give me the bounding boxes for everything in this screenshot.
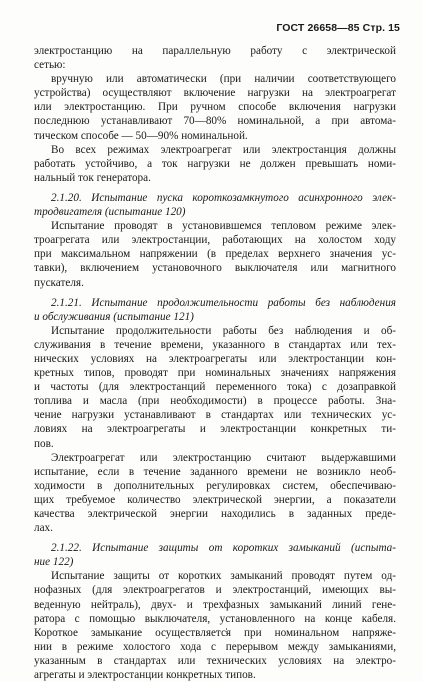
- text-line: при максимальном напряжении (в пределах верхнего значения ус-: [34, 248, 396, 261]
- text-line: качества электрической энергии находились в заданных преде-: [34, 508, 396, 520]
- text-line: троагрегата или электростанции, работающих на холостом ходу: [34, 234, 396, 247]
- text-line: ловиях на электроагрегаты и электростанции конкретных ти-: [34, 423, 396, 436]
- text-line: устройства) осуществляют включение нагрузки на электроагрегат: [34, 87, 396, 100]
- text-line: вручную или автоматически (при наличии соответствующего: [51, 73, 396, 86]
- text-line: кретных типов, проводят при номинальных значениях напряжения: [34, 367, 396, 380]
- text-line: нии в режиме холостого хода с перерывом между замыканиями,: [34, 640, 396, 653]
- text-line: Испытание проводят в установившемся тепловом режиме элек-: [51, 220, 396, 233]
- scan-mark: [226, 628, 231, 634]
- text-line: нофазных (для электроагрегатов и электростанций, имеющих вы-: [34, 584, 396, 597]
- text-line: и частоты (для электростанций переменного тока) с дозаправкой: [34, 381, 396, 394]
- section-heading-line: ние 122): [34, 556, 74, 569]
- text-line: испытание, если в течение заданного времени не возникло необ-: [34, 465, 396, 478]
- section-heading-line: 2.1.21. Испытание продолжительности работы без наблюдения: [51, 296, 396, 309]
- text-line: веденную нейтраль), двух- и трехфазных замыканий линий гене-: [34, 598, 396, 611]
- text-line: агрегаты и электростанции конкретных типов.: [34, 669, 256, 682]
- text-line: пов.: [34, 437, 54, 450]
- text-line: щих требуемое количество электрической энергии, а показатели: [34, 493, 396, 506]
- text-line: или электростанцию. При ручном способе включения нагрузки: [34, 101, 396, 114]
- text-line: работать устойчиво, а ток нагрузки не должен превышать номи-: [34, 157, 396, 170]
- section-heading-line: 2.1.20. Испытание пуска короткозамкнутого асинхронного элек-: [51, 191, 396, 204]
- text-line: Испытание защиты от коротких замыканий проводят путем од-: [51, 570, 396, 583]
- page-header: ГОСТ 26658—85 Стр. 15: [276, 22, 400, 34]
- text-line: указанным в стандартах или технических условиях на электро-: [34, 654, 396, 667]
- text-line: ходимости в дополнительных регулировках систем, обеспечиваю-: [34, 479, 396, 492]
- text-line: пускателя.: [34, 276, 84, 289]
- text-line: Испытание продолжительности работы без наблюдения и об-: [51, 324, 396, 337]
- text-line: сетью:: [34, 59, 66, 72]
- text-line: Электроагрегат или электростанцию считают выдержавшими: [51, 451, 396, 464]
- text-line: чение нагрузки устанавливают в стандартах или технических ус-: [34, 409, 396, 422]
- text-line: лах.: [34, 522, 53, 535]
- text-line: служивания в течение времени, указанного в стандартах или тех-: [34, 338, 396, 351]
- text-line: тавки), включением установочного выключателя или магнитного: [34, 262, 396, 275]
- text-line: последнюю устанавливают 70—80% номинальной, а при автома-: [34, 115, 396, 128]
- text-line: электростанцию на параллельную работу с электрической: [34, 45, 396, 57]
- section-heading-line: 2.1.22. Испытание защиты от коротких замыканий (испыта-: [51, 542, 396, 555]
- text-line: нических условиях на электроагрегаты или электростанции кон-: [34, 352, 396, 365]
- section-heading-line: тродвигателя (испытание 120): [34, 206, 186, 219]
- text-line: Во всех режимах электроагрегат или электростанция должны: [51, 143, 396, 156]
- text-line: нальный ток генератора.: [34, 171, 151, 184]
- text-line: Короткое замыкание осуществляется при номинальном напряже-: [34, 626, 396, 639]
- text-line: топлива и масла (при необходимости) в процессе работы. Зна-: [34, 395, 396, 408]
- text-line: ратора с помощью выключателя, установленного на конце кабеля.: [34, 612, 396, 625]
- document-body: [34, 44, 396, 682]
- text-line: тическом способе — 50—90% номинальной.: [34, 129, 248, 142]
- section-heading-line: и обслуживания (испытание 121): [34, 310, 194, 323]
